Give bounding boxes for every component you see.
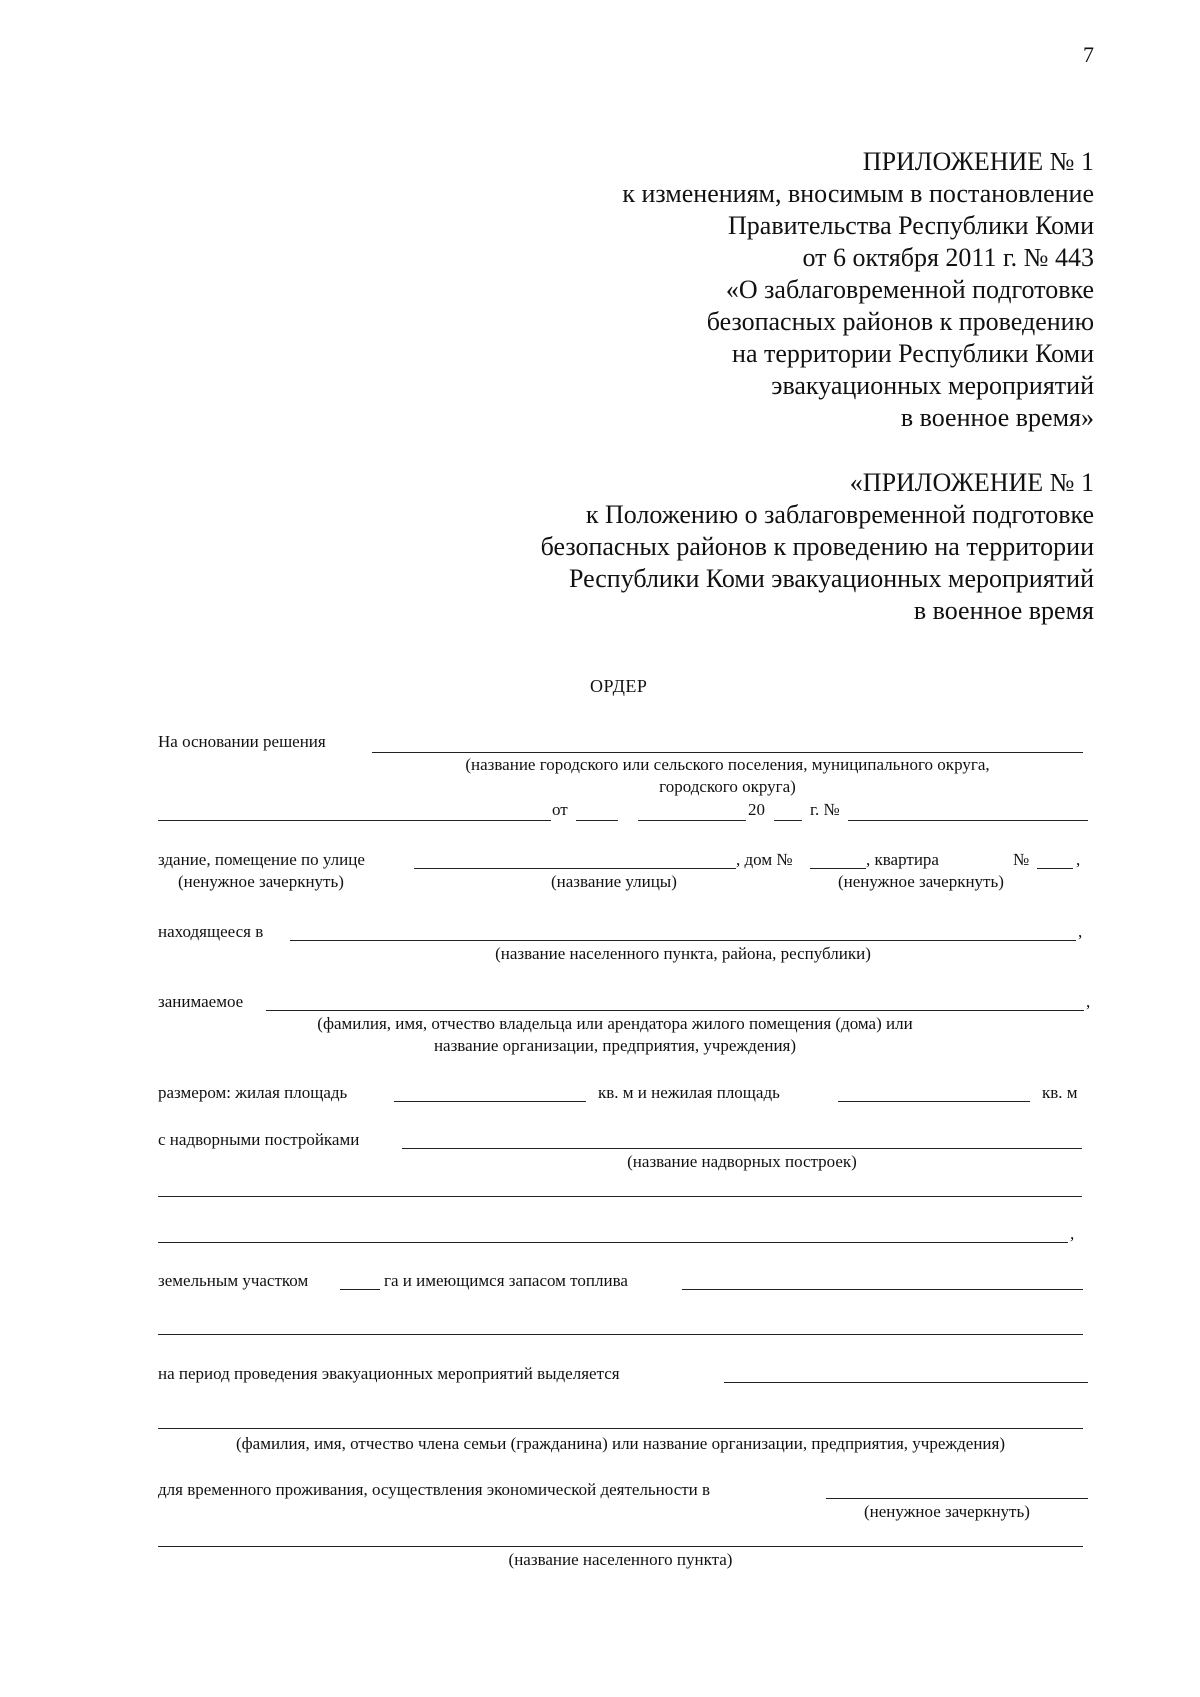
- from-label: от: [552, 800, 568, 819]
- outbuildings-label: с надворными постройками: [158, 1130, 360, 1149]
- header-line: «ПРИЛОЖЕНИЕ № 1: [849, 468, 1094, 497]
- allocation-field-line[interactable]: [724, 1382, 1088, 1383]
- header-line: к изменениям, вносимым в постановление: [622, 179, 1094, 208]
- basis-caption: городского округа): [659, 777, 796, 796]
- header-line: Республики Коми эвакуационных мероприятий: [568, 564, 1094, 593]
- header-line: эвакуационных мероприятий: [771, 371, 1094, 400]
- street-field-line[interactable]: [414, 868, 736, 869]
- header-line: «О заблаговременной подготовке: [725, 275, 1094, 304]
- comma: ,: [1070, 1224, 1075, 1243]
- size-label: размером: жилая площадь: [158, 1083, 348, 1102]
- header-line: Правительства Республики Коми: [728, 211, 1094, 240]
- located-caption: (название населенного пункта, района, республики): [495, 944, 871, 963]
- strike-caption: (ненужное зачеркнуть): [178, 872, 344, 891]
- strike-caption: (ненужное зачеркнуть): [838, 872, 1004, 891]
- apartment-label: , квартира: [866, 850, 939, 869]
- sqm-label: кв. м: [1042, 1083, 1078, 1102]
- comma: ,: [1086, 992, 1091, 1011]
- member-field-line[interactable]: [158, 1428, 1083, 1429]
- occupied-caption: название организации, предприятия, учреждения): [433, 1036, 797, 1055]
- outbuildings-extra-line[interactable]: [158, 1196, 1082, 1197]
- number-label: г. №: [810, 800, 840, 819]
- year-label: 20: [748, 800, 765, 819]
- decision-number-line[interactable]: [848, 820, 1088, 821]
- header-line: от 6 октября 2011 г. № 443: [802, 243, 1094, 272]
- header-line: к Положению о заблаговременной подготовке: [585, 500, 1094, 529]
- month-field-line[interactable]: [638, 820, 746, 821]
- member-caption: (фамилия, имя, отчество члена семьи (гражданина) или название организации, предприятия, учреждения): [235, 1434, 1006, 1453]
- outbuildings-extra-line[interactable]: [158, 1242, 1068, 1243]
- house-label: , дом №: [736, 850, 793, 869]
- land-label: земельным участком: [158, 1271, 309, 1290]
- outbuildings-field-line[interactable]: [402, 1148, 1082, 1149]
- building-label: здание, помещение по улице: [158, 850, 365, 869]
- non-living-area-field-line[interactable]: [838, 1101, 1030, 1102]
- purpose-field-line[interactable]: [826, 1498, 1088, 1499]
- period-label: на период проведения эвакуационных мероприятий выделяется: [158, 1364, 620, 1383]
- settlement-caption: (название населенного пункта): [508, 1550, 733, 1569]
- basis-field-line[interactable]: [372, 752, 1083, 753]
- occupied-caption: (фамилия, имя, отчество владельца или арендатора жилого помещения (дома) или: [317, 1014, 913, 1033]
- comma: ,: [1076, 850, 1081, 869]
- comma: ,: [1078, 922, 1083, 941]
- page-number: 7: [1083, 42, 1094, 67]
- located-label: находящееся в: [158, 922, 264, 941]
- basis-caption: (название городского или сельского поселения, муниципального округа,: [465, 755, 990, 774]
- purpose-caption: (ненужное зачеркнуть): [864, 1502, 1030, 1521]
- document-title: ОРДЕР: [590, 676, 648, 696]
- regulation-header: [394, 467, 1094, 627]
- occupied-label: занимаемое: [158, 992, 244, 1011]
- sqm-label: кв. м и нежилая площадь: [598, 1083, 780, 1102]
- header-line: на территории Республики Коми: [732, 339, 1094, 368]
- decision-field-line[interactable]: [158, 820, 551, 821]
- located-field-line[interactable]: [290, 940, 1076, 941]
- purpose-label: для временного проживания, осуществления экономической деятельности в: [158, 1480, 711, 1499]
- header-line: в военное время: [913, 596, 1094, 625]
- apartment-field-line[interactable]: [1037, 868, 1073, 869]
- living-area-field-line[interactable]: [394, 1101, 586, 1102]
- day-field-line[interactable]: [576, 820, 618, 821]
- year-field-line[interactable]: [774, 820, 802, 821]
- occupied-field-line[interactable]: [266, 1010, 1084, 1011]
- land-area-field-line[interactable]: [340, 1289, 380, 1290]
- fuel-extra-line[interactable]: [158, 1334, 1083, 1335]
- apartment-number-label: №: [1013, 850, 1030, 869]
- outbuildings-caption: (название надворных построек): [627, 1152, 857, 1171]
- appendix-header: [394, 146, 1094, 434]
- header-line: безопасных районов к проведению на территории: [540, 532, 1094, 561]
- land-suffix: га и имеющимся запасом топлива: [384, 1271, 628, 1290]
- fuel-field-line[interactable]: [682, 1289, 1083, 1290]
- street-caption: (название улицы): [551, 872, 677, 891]
- basis-label: На основании решения: [158, 732, 326, 751]
- header-line: ПРИЛОЖЕНИЕ № 1: [862, 147, 1094, 176]
- header-line: безопасных районов к проведению: [706, 307, 1094, 336]
- settlement-field-line[interactable]: [158, 1546, 1083, 1547]
- header-line: в военное время»: [900, 403, 1094, 432]
- house-field-line[interactable]: [810, 868, 866, 869]
